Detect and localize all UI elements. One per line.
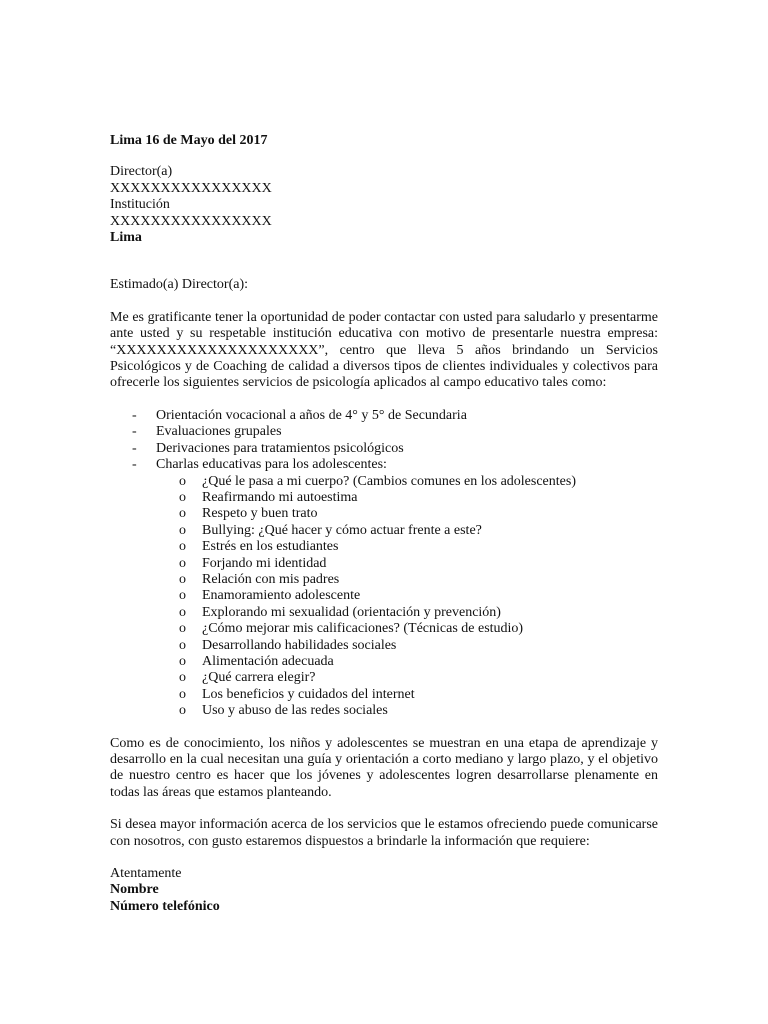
letter-date: Lima 16 de Mayo del 2017: [110, 133, 268, 148]
list-item: [110, 654, 658, 670]
circle-marker: o: [179, 522, 186, 538]
talk-label: ¿Cómo mejorar mis calificaciones? (Técnicas de estudio): [202, 621, 524, 637]
list-item: [110, 588, 658, 604]
circle-marker: o: [179, 571, 186, 587]
list-item: [110, 605, 658, 621]
closing-paragraph: Si desea mayor información acerca de los servicios que le estamos ofreciendo puede comunicarse con nosotros, con gusto estaremos dispuestos a brindarle la información que requiere:: [110, 817, 658, 849]
list-item: [110, 474, 658, 490]
recipient-title: Director(a): [110, 164, 173, 180]
closing-text: Atentamente: [110, 866, 182, 882]
recipient-block: [110, 164, 658, 246]
intro-paragraph: Me es gratificante tener la oportunidad de poder contactar con usted para saludarlo y presentarme ante usted y su respetable institución educativa con motivo de presentarle nuestra empresa: “XXXXXXXXXXXXXXXXXXXX”, centro que lleva 5 años brindando un Servicios Psicológicos y de Coaching de calidad a diversos tipos de clientes individuales y colectivos para ofrecerle los siguientes servicios de psicología aplicados al campo educativo tales como:: [110, 309, 658, 391]
circle-marker: o: [179, 555, 186, 571]
talk-label: Explorando mi sexualidad (orientación y prevención): [202, 604, 501, 620]
list-item: [110, 424, 658, 440]
talk-label: Forjando mi identidad: [202, 555, 327, 571]
talks-list: [156, 474, 658, 720]
recipient-name: XXXXXXXXXXXXXXXX: [110, 180, 272, 196]
talk-label: Relación con mis padres: [202, 571, 340, 587]
list-item: [110, 621, 658, 637]
list-item: [110, 687, 658, 703]
talk-label: Los beneficios y cuidados del internet: [202, 686, 415, 702]
circle-marker: o: [179, 637, 186, 653]
list-item: [110, 523, 658, 539]
list-item: [110, 457, 658, 720]
service-label: Derivaciones para tratamientos psicológicos: [156, 440, 404, 456]
recipient-institution-label: Institución: [110, 197, 170, 213]
list-item: [110, 490, 658, 506]
circle-marker: o: [179, 489, 186, 505]
list-item: [110, 703, 658, 719]
letter-page: [110, 133, 658, 915]
circle-marker: o: [179, 686, 186, 702]
talk-label: Estrés en los estudiantes: [202, 539, 339, 555]
list-item: [110, 572, 658, 588]
talk-label: Reafirmando mi autoestima: [202, 489, 358, 505]
circle-marker: o: [179, 588, 186, 604]
recipient-city: Lima: [110, 230, 142, 246]
dash-marker: -: [132, 457, 137, 473]
circle-marker: o: [179, 670, 186, 686]
circle-marker: o: [179, 621, 186, 637]
salutation: Estimado(a) Director(a):: [110, 277, 248, 293]
talk-label: Respeto y buen trato: [202, 506, 318, 522]
talk-label: ¿Qué le pasa a mi cuerpo? (Cambios comunes en los adolescentes): [202, 473, 576, 489]
talk-label: Desarrollando habilidades sociales: [202, 637, 397, 653]
talk-label: Bullying: ¿Qué hacer y cómo actuar frente a este?: [202, 522, 482, 538]
services-list: [110, 408, 658, 720]
body-paragraph: Como es de conocimiento, los niños y adolescentes se muestran en una etapa de aprendizaje y desarrollo en la cual necesitan una guía y orientación a corto mediano y largo plazo, y el objetivo de nuestro centro es hacer que los jóvenes y adolescentes logren desarrollarse plenamente en todas las áreas que estamos planteando.: [110, 735, 658, 800]
list-item: [110, 506, 658, 522]
circle-marker: o: [179, 703, 186, 719]
circle-marker: o: [179, 506, 186, 522]
list-item: [110, 539, 658, 555]
service-label: Charlas educativas para los adolescentes:: [156, 457, 387, 473]
list-item: [110, 556, 658, 572]
dash-marker: -: [132, 440, 137, 456]
recipient-institution-name: XXXXXXXXXXXXXXXX: [110, 213, 272, 229]
talk-label: Alimentación adecuada: [202, 653, 334, 669]
dash-marker: -: [132, 407, 137, 423]
service-label: Evaluaciones grupales: [156, 424, 282, 440]
circle-marker: o: [179, 653, 186, 669]
signature-phone: Número telefónico: [110, 898, 220, 914]
dash-marker: -: [132, 424, 137, 440]
talk-label: ¿Qué carrera elegir?: [202, 670, 316, 686]
talk-label: Uso y abuso de las redes sociales: [202, 703, 388, 719]
circle-marker: o: [179, 539, 186, 555]
circle-marker: o: [179, 604, 186, 620]
service-label: Orientación vocacional a años de 4° y 5° de Secundaria: [156, 407, 467, 423]
list-item: [110, 670, 658, 686]
signature-name: Nombre: [110, 882, 159, 898]
circle-marker: o: [179, 473, 186, 489]
list-item: [110, 408, 658, 424]
talk-label: Enamoramiento adolescente: [202, 588, 361, 604]
list-item: [110, 441, 658, 457]
list-item: [110, 638, 658, 654]
